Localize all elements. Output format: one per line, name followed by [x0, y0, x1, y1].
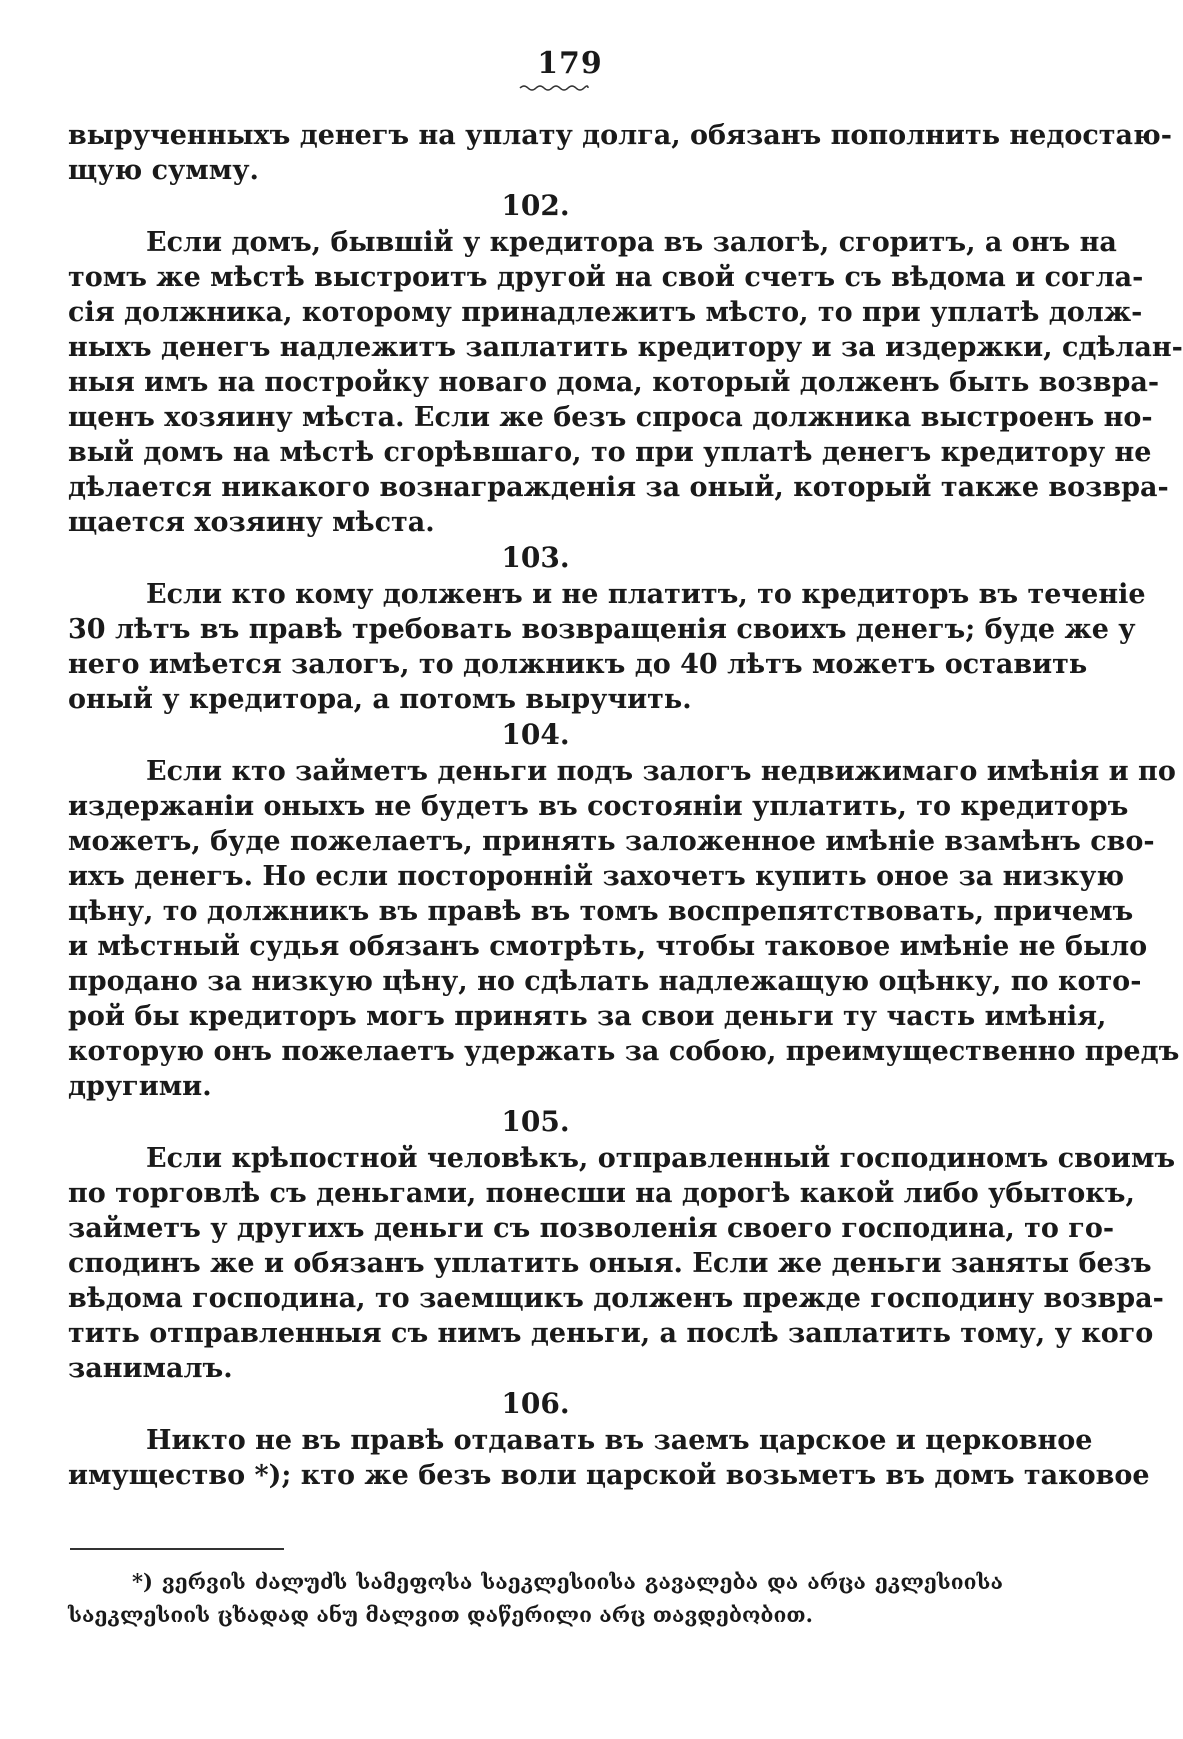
- text-line: тить отправленныя съ нимъ деньги, а послѣ заплатить тому, у кого: [68, 1318, 1154, 1349]
- text-line: вѣдома господина, то заемщикъ долженъ прежде господину возвра-: [68, 1283, 1164, 1314]
- article-number: 105.: [501, 1105, 570, 1138]
- page-number-ornament: [520, 84, 588, 92]
- text-line: ныя имъ на постройку новаго дома, который долженъ быть возвра-: [68, 367, 1160, 398]
- article-102: [68, 188, 1183, 540]
- text-line: займетъ у другихъ деньги съ позволенія своего господина, то го-: [68, 1213, 1115, 1244]
- text-line: щается хозяину мѣста.: [68, 507, 435, 538]
- article-number: 104.: [501, 718, 570, 751]
- text-line: которую онъ пожелаетъ удержать за собою, преимущественно предъ: [68, 1036, 1180, 1067]
- text-line: имущество *); кто же безъ воли царской возьметъ въ домъ таковое: [68, 1460, 1150, 1491]
- article-number: 106.: [501, 1387, 570, 1420]
- text-line: дѣлается никакого вознагражденія за оный, который также возвра-: [68, 472, 1169, 503]
- text-line: томъ же мѣстѣ выстроитъ другой на свой счетъ съ вѣдома и согла-: [68, 262, 1144, 293]
- text-line: щую сумму.: [68, 155, 259, 186]
- text-line: издержаніи оныхъ не будетъ въ состояніи уплатить, то кредиторъ: [68, 791, 1129, 822]
- text-line: оный у кредитора, а потомъ выручить.: [68, 684, 692, 715]
- text-line: Если домъ, бывшій у кредитора въ залогѣ, сгоритъ, а онъ на: [146, 227, 1117, 258]
- footnote-line: საეკლესიის ცხადად ანუ მალვით დაწერილი არც თავდებობით.: [68, 1602, 813, 1627]
- main-text: [68, 118, 1183, 1493]
- text-line: занималъ.: [68, 1353, 233, 1384]
- text-line: ныхъ денегъ надлежитъ заплатить кредитору и за издержки, сдѣлан-: [68, 332, 1183, 363]
- text-line: сія должника, которому принадлежитъ мѣсто, то при уплатѣ долж-: [68, 297, 1143, 328]
- article-number: 102.: [501, 189, 570, 222]
- footnote: [68, 1565, 1003, 1631]
- article-103: [68, 540, 1146, 717]
- article-104: [68, 717, 1180, 1104]
- text-line: Если кто займетъ деньги подъ залогъ недвижимаго имѣнія и по: [146, 756, 1176, 787]
- text-line: и мѣстный судья обязанъ смотрѣть, чтобы таковое имѣніе не было: [68, 931, 1148, 962]
- text-line: Никто не въ правѣ отдавать въ заемъ царское и церковное: [146, 1425, 1093, 1456]
- article-number: 103.: [501, 541, 570, 574]
- text-line: можетъ, буде пожелаетъ, принять заложенное имѣніе взамѣнъ сво-: [68, 826, 1155, 857]
- text-line: цѣну, то должникъ въ правѣ въ томъ воспрепятствовать, причемъ: [68, 896, 1134, 927]
- text-line: ихъ денегъ. Но если посторонній захочетъ купить оное за низкую: [68, 861, 1125, 892]
- text-line: по торговлѣ съ деньгами, понесши на дорогѣ какой либо убытокъ,: [68, 1178, 1135, 1209]
- text-line: щенъ хозяину мѣста. Если же безъ спроса должника выстроенъ но-: [68, 402, 1153, 433]
- text-line: 30 лѣтъ въ правѣ требовать возвращенія своихъ денегъ; буде же у: [68, 614, 1136, 645]
- text-line: сподинъ же и обязанъ уплатить оныя. Если же деньги заняты безъ: [68, 1248, 1152, 1279]
- text-line: рой бы кредиторъ могъ принять за свои деньги ту часть имѣнія,: [68, 1001, 1107, 1032]
- text-line: Если крѣпостной человѣкъ, отправленный господиномъ своимъ: [146, 1143, 1176, 1174]
- text-line: него имѣется залогъ, то должникъ до 40 лѣтъ можетъ оставить: [68, 649, 1088, 680]
- text-line: вырученныхъ денегъ на уплату долга, обязанъ пополнить недостаю-: [68, 120, 1172, 151]
- paragraph-continuation: [68, 118, 1172, 188]
- text-line: Если кто кому долженъ и не платитъ, то кредиторъ въ теченіе: [146, 579, 1146, 610]
- text-line: вый домъ на мѣстѣ сгорѣвшаго, то при уплатѣ денегъ кредитору не: [68, 437, 1152, 468]
- text-line: продано за низкую цѣну, но сдѣлать надлежащую оцѣнку, по кото-: [68, 966, 1142, 997]
- article-105: [68, 1104, 1176, 1386]
- text-line: другими.: [68, 1071, 212, 1102]
- page-number: 179: [537, 46, 603, 81]
- footnote-divider: [70, 1548, 284, 1550]
- footnote-line: *) ვერვის ძალუძს სამეფოსა საეკლესიისა გავალება და არცა ეკლესიისა: [132, 1569, 1003, 1594]
- article-106: [68, 1386, 1150, 1493]
